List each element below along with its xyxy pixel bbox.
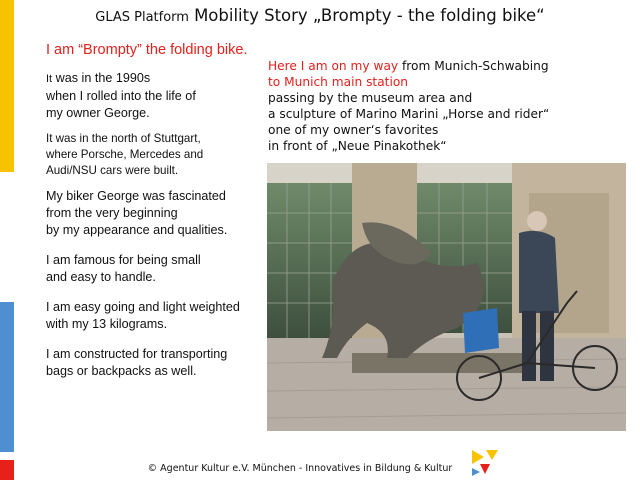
p6-line1: I am constructed for transporting	[46, 347, 228, 361]
photo-illustration	[267, 163, 626, 431]
p3-line1: My biker George was fascinated	[46, 189, 226, 203]
p2-line3: Audi/NSU cars were built.	[46, 164, 179, 177]
p4-line1: I am famous for being small	[46, 253, 201, 267]
accent-bar-gap	[0, 172, 14, 302]
accent-bar-blue	[0, 302, 14, 452]
paragraph-stuttgart	[46, 131, 276, 179]
p4-line2: and easy to handle.	[46, 270, 156, 284]
paragraph-small	[46, 252, 276, 286]
caption-lead-red: Here I am on my way	[268, 59, 399, 73]
museum-sculpture-photo	[267, 163, 626, 431]
p5-line1: I am easy going and light weighted	[46, 300, 240, 314]
p1-line1: was in the 1990s	[52, 71, 151, 85]
paragraph-1990s	[46, 70, 276, 122]
caption-line-1	[268, 58, 628, 74]
blue-bag	[463, 308, 499, 353]
caption-line-3: passing by the museum area and	[268, 91, 473, 105]
page-header	[0, 6, 640, 25]
page-title: Mobility Story „Brompty - the folding bike“	[194, 6, 545, 25]
caption-line-4: a sculpture of Marino Marini „Horse and rider“	[268, 107, 550, 121]
caption-line-6: in front of „Neue Pinakothek“	[268, 139, 447, 153]
p1-line2: when I rolled into the life of	[46, 89, 196, 103]
caption-line-5: one of my owner‘s favorites	[268, 123, 439, 137]
sculpture-pedestal	[352, 353, 522, 373]
paragraph-transport	[46, 346, 276, 380]
p3-line3: by my appearance and qualities.	[46, 223, 228, 237]
p2-line1: It was in the north of Stuttgart,	[46, 132, 201, 145]
p1-prefix: It	[46, 73, 53, 85]
p1-line3: my owner George.	[46, 106, 150, 120]
caption-line-2: to Munich main station	[268, 75, 409, 89]
accent-bar-yellow	[0, 0, 14, 172]
person-head	[527, 211, 547, 231]
person-coat	[519, 231, 559, 313]
caption-column	[268, 58, 628, 154]
paragraph-light	[46, 299, 276, 333]
p3-line2: from the very beginning	[46, 206, 178, 220]
p2-line2: where Porsche, Mercedes and	[46, 148, 204, 161]
caption-lead-black: from Munich-Schwabing	[398, 59, 549, 73]
footer-copyright: © Agentur Kultur e.V. München - Innovatives in Bildung & Kultur	[147, 463, 453, 474]
paragraph-fascinated	[46, 188, 276, 239]
glas-logo-icon	[470, 448, 500, 478]
intro-heading: I am “Brompty” the folding bike.	[46, 42, 248, 58]
platform-label: GLAS Platform	[95, 10, 189, 25]
story-text-column	[46, 42, 276, 389]
p6-line2: bags or backpacks as well.	[46, 364, 197, 378]
p5-line2: with my 13 kilograms.	[46, 317, 168, 331]
